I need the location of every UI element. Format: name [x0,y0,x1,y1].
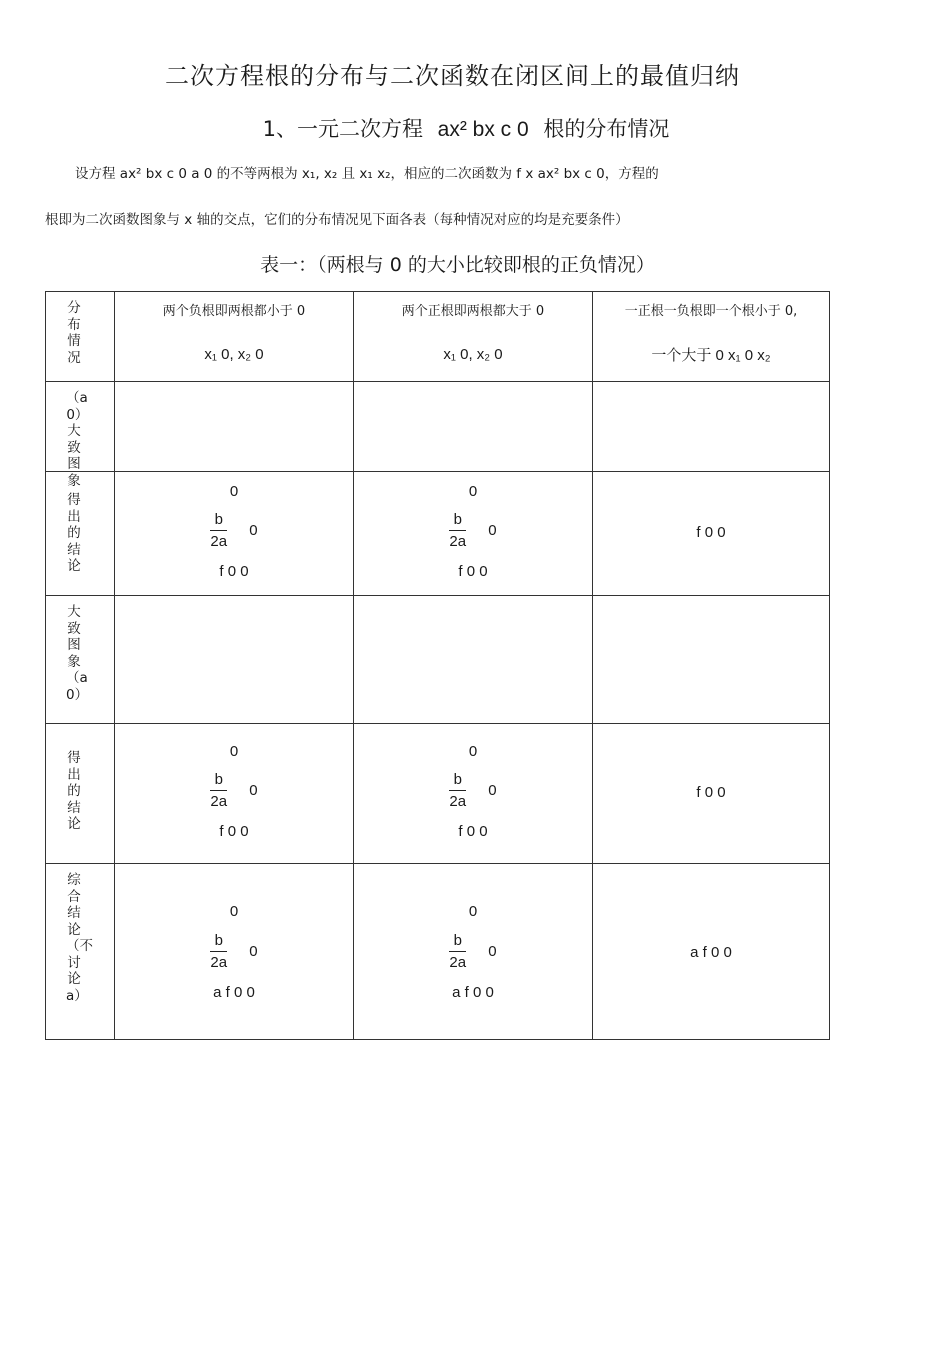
col3-header-bottom: 一个大于 0 x₁ 0 x₂ [651,347,771,364]
fraction-numerator: b [210,510,227,531]
fraction-numerator: b [210,931,227,952]
col3-header-top: 一正根一负根即一个根小于 0, [624,304,798,319]
condition-delta: 0 [229,903,239,920]
condition-delta: 0 [229,483,239,500]
section-heading-equation: ax² bx c 0 [437,118,529,141]
condition-axis [115,770,353,813]
condition-af0: a f 0 0 [690,944,732,961]
condition-f0: f 0 0 [219,823,249,840]
row-label-conclusion-negative: 得出的结论 [67,750,81,832]
graph-cell [115,382,354,472]
intro-line-2: 根即为二次函数图象与 x 轴的交点，它们的分布情况见下面各表（每种情况对应的均是充要条件） [45,212,629,228]
condition-axis-rhs: 0 [249,522,258,540]
condition-f0: f 0 0 [219,563,249,580]
fraction-denominator: 2a [449,793,467,810]
fraction-denominator: 2a [210,793,228,810]
condition-delta: 0 [468,483,478,500]
condition-delta: 0 [468,743,478,760]
condition-axis [354,770,592,813]
condition-delta: 0 [468,903,478,920]
condition-axis-rhs: 0 [488,522,497,540]
section-heading-prefix: 1、一元二次方程 [262,117,423,141]
table-row-conclusion-negative [46,724,830,864]
condition-af0: a f 0 0 [213,984,255,1001]
row-label-conclusion-positive: 得出的结论 [67,492,81,574]
graph-cell [354,382,593,472]
page-title: 二次方程根的分布与二次函数在闭区间上的最值归纳 [165,62,740,90]
section-heading-suffix: 根的分布情况 [543,117,670,141]
col2-header-bottom: x₁ 0, x₂ 0 [443,346,503,363]
graph-cell [593,382,830,472]
root-distribution-table [45,291,830,1040]
condition-axis-rhs: 0 [488,943,497,961]
graph-cell [354,596,593,724]
condition-axis-rhs: 0 [249,943,258,961]
condition-axis-rhs: 0 [488,782,497,800]
fraction [449,510,466,553]
table-row-combined [46,864,830,1040]
fraction [210,931,227,974]
table-row-conclusion-positive [46,472,830,596]
fraction [449,931,466,974]
fraction [210,510,227,553]
fraction-denominator: 2a [449,533,467,550]
col1-header-bottom: x₁ 0, x₂ 0 [204,346,264,363]
fraction-denominator: 2a [449,954,467,971]
row-label-graph-negative: 大致图象（a 0） [66,604,89,703]
table-row-graph-positive [46,382,830,472]
fraction-numerator: b [449,510,466,531]
row-label-graph-positive: （a 0）大致图象 [66,390,88,489]
condition-axis [115,510,353,553]
condition-af0: a f 0 0 [452,984,494,1001]
condition-axis [354,931,592,974]
fraction-denominator: 2a [210,533,228,550]
fraction-numerator: b [449,931,466,952]
fraction [449,770,466,813]
row-label-combined: 综合结论（不讨论a） [66,872,93,1004]
graph-cell [115,596,354,724]
condition-f0: f 0 0 [458,563,488,580]
condition-axis [354,510,592,553]
condition-f0: f 0 0 [696,784,726,801]
fraction-numerator: b [449,770,466,791]
condition-f0: f 0 0 [696,524,726,541]
condition-delta: 0 [229,743,239,760]
table-caption: 表一：（两根与 0 的大小比较即根的正负情况） [260,254,655,276]
condition-axis [115,931,353,974]
col1-header-top: 两个负根即两根都小于 0 [162,304,306,319]
fraction [210,770,227,813]
fraction-denominator: 2a [210,954,228,971]
section-heading [0,113,932,143]
condition-axis-rhs: 0 [249,782,258,800]
table-row-distribution [46,292,830,382]
condition-f0: f 0 0 [458,823,488,840]
row-label-distribution: 分布情况 [67,300,81,366]
intro-line-1: 设方程 ax² bx c 0 a 0 的不等两根为 x₁, x₂ 且 x₁ x₂，相应的二次函数为 f x ax² bx c 0，方程的 [75,166,659,182]
graph-cell [593,596,830,724]
fraction-numerator: b [210,770,227,791]
table-row-graph-negative [46,596,830,724]
col2-header-top: 两个正根即两根都大于 0 [401,304,545,319]
